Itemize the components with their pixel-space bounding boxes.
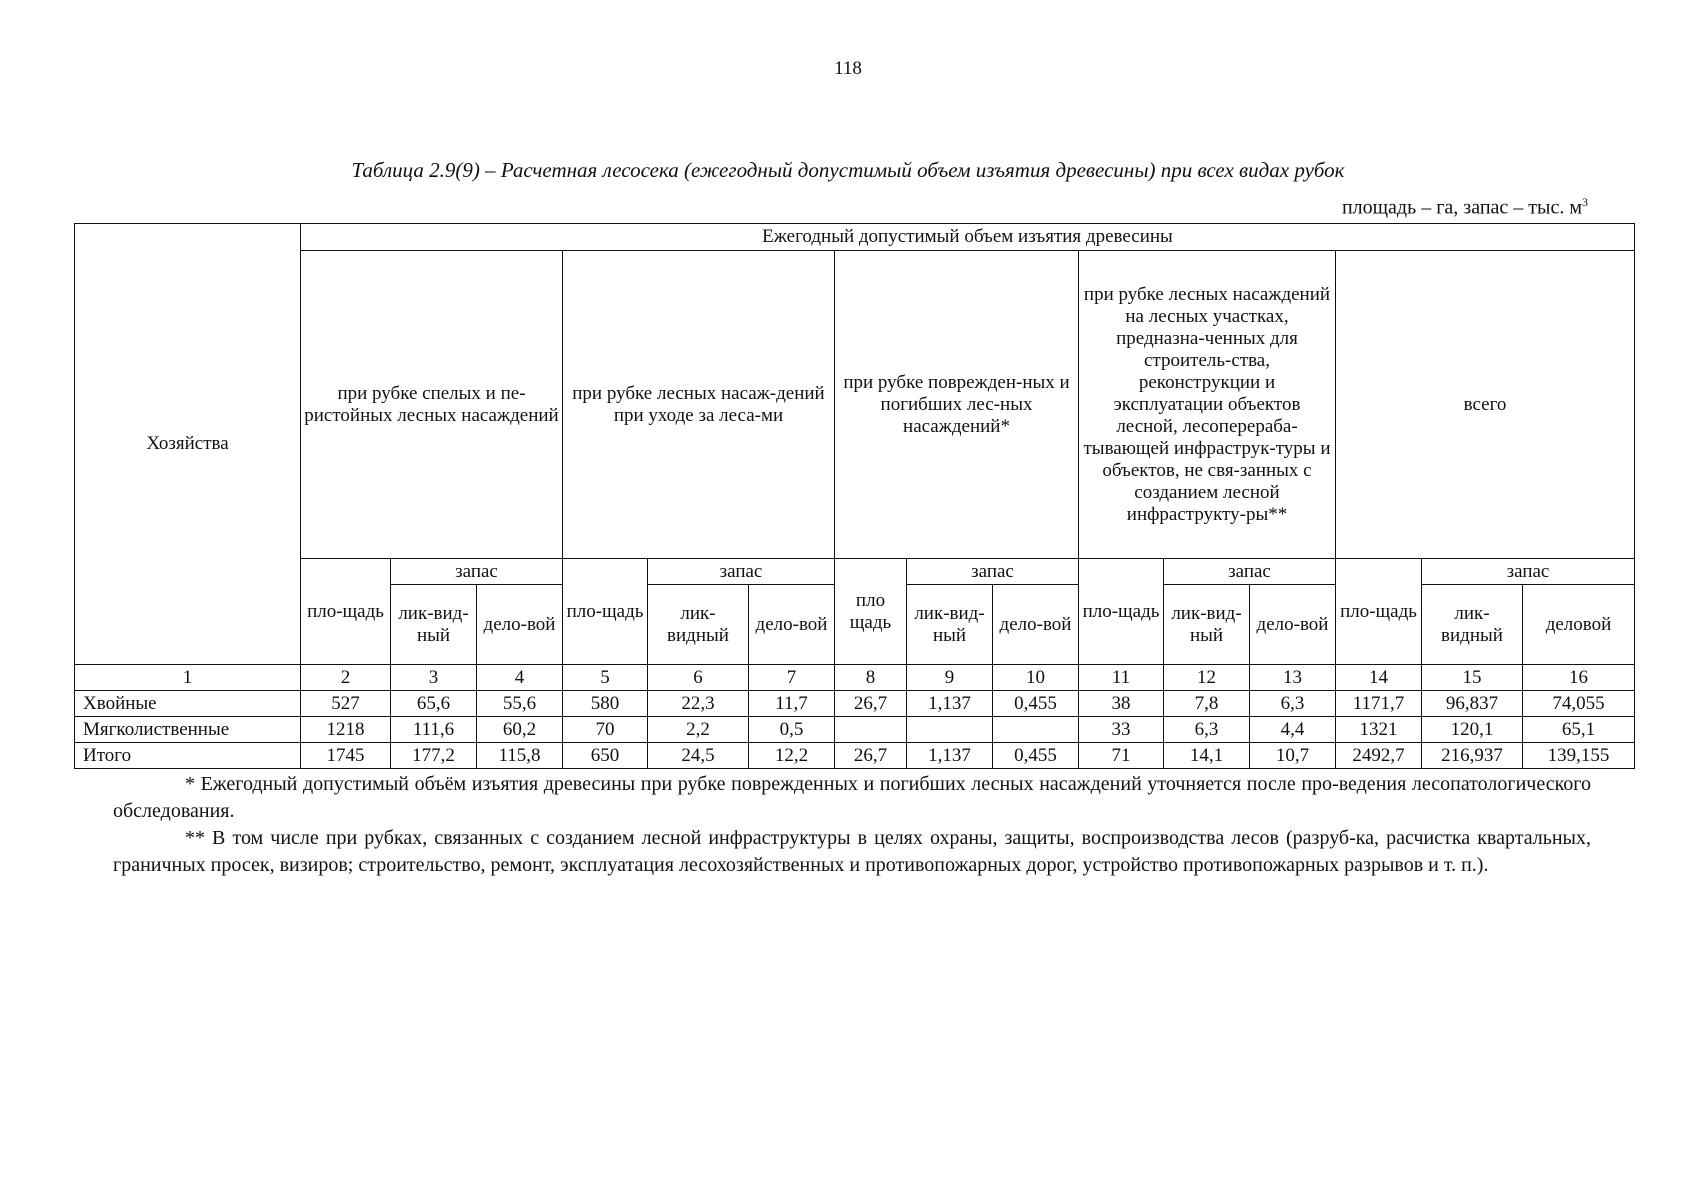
header-commercial: дело-вой — [749, 585, 835, 665]
table-cell: 26,7 — [835, 691, 907, 717]
table-row — [75, 743, 1635, 769]
header-area: пло-щадь — [1336, 559, 1422, 665]
header-stock: запас — [1164, 559, 1336, 585]
column-number: 9 — [907, 665, 993, 691]
table-cell: 2,2 — [648, 717, 749, 743]
column-number: 8 — [835, 665, 907, 691]
column-number: 10 — [993, 665, 1079, 691]
table-cell: 22,3 — [648, 691, 749, 717]
table-cell: 65,1 — [1523, 717, 1635, 743]
table-cell: 26,7 — [835, 743, 907, 769]
table-cell — [907, 717, 993, 743]
header-group-damaged: при рубке поврежден-ных и погибших лес-ных насаждений* — [835, 251, 1079, 559]
table-cell: 38 — [1079, 691, 1164, 717]
table-cell: 0,455 — [993, 743, 1079, 769]
header-liquid: лик-видный — [1422, 585, 1523, 665]
page-number: 118 — [834, 58, 862, 79]
table-title: Таблица 2.9(9) – Расчетная лесосека (ежегодный допустимый объем изъятия древесины) при всех видах рубок — [351, 158, 1345, 182]
column-number: 5 — [563, 665, 648, 691]
table-row — [75, 691, 1635, 717]
column-number: 6 — [648, 665, 749, 691]
table-body — [75, 691, 1635, 769]
table-cell: 6,3 — [1250, 691, 1336, 717]
table-cell: 12,2 — [749, 743, 835, 769]
units-text: площадь – га, запас – тыс. м — [1341, 196, 1582, 219]
table-cell: 70 — [563, 717, 648, 743]
table-cell: 1218 — [301, 717, 391, 743]
header-group-construction: при рубке лесных насаждений на лесных участках, предназна-ченных для строитель-ства, реконструкции и эксплуатации объектов лесной, лесоперераба-тывающей инфраструк-туры и объектов, не свя-занных с созданием лесной инфраструкту-ры** — [1079, 251, 1336, 559]
units-note — [1342, 195, 1588, 220]
table-cell: 96,837 — [1422, 691, 1523, 717]
table-cell: 0,5 — [749, 717, 835, 743]
table-cell: 0,455 — [993, 691, 1079, 717]
column-number: 3 — [391, 665, 477, 691]
table-cell: 6,3 — [1164, 717, 1250, 743]
column-number: 11 — [1079, 665, 1164, 691]
header-group-total: всего — [1336, 251, 1635, 559]
column-number: 12 — [1164, 665, 1250, 691]
table-cell: 14,1 — [1164, 743, 1250, 769]
table-cell: 60,2 — [477, 717, 563, 743]
row-name: Мягколиственные — [75, 717, 301, 743]
header-liquid: лик-видный — [648, 585, 749, 665]
footnote-infrastructure: ** В том числе при рубках, связанных с созданием лесной инфраструктуры в целях охраны, защиты, воспроизводства лесов (разруб-ка, расчистка квартальных, граничных просек, визиров; строительство, ремонт, эксплуатация лесохозяйственных и противопожарных дорог, устройство противопожарных разрывов и т. п.). — [113, 827, 1591, 876]
header-liquid: лик-вид-ный — [1164, 585, 1250, 665]
header-commercial: дело-вой — [477, 585, 563, 665]
header-area: пло щадь — [835, 559, 907, 665]
column-number: 1 — [75, 665, 301, 691]
header-commercial: дело-вой — [1250, 585, 1336, 665]
table-cell: 1,137 — [907, 691, 993, 717]
header-main: Ежегодный допустимый объем изъятия древесины — [301, 224, 1635, 251]
column-number: 2 — [301, 665, 391, 691]
column-number: 7 — [749, 665, 835, 691]
footnotes — [113, 771, 1591, 879]
table-row — [75, 717, 1635, 743]
table-cell: 33 — [1079, 717, 1164, 743]
column-numbers — [75, 665, 1635, 691]
table-cell: 650 — [563, 743, 648, 769]
header-area: пло-щадь — [301, 559, 391, 665]
table-cell: 527 — [301, 691, 391, 717]
table-cell: 1321 — [1336, 717, 1422, 743]
table-cell: 71 — [1079, 743, 1164, 769]
table-cell: 10,7 — [1250, 743, 1336, 769]
table-cell: 177,2 — [391, 743, 477, 769]
table-cell: 74,055 — [1523, 691, 1635, 717]
table-cell: 120,1 — [1422, 717, 1523, 743]
header-stock: запас — [648, 559, 835, 585]
table-cell: 11,7 — [749, 691, 835, 717]
table-cell: 580 — [563, 691, 648, 717]
header-commercial: дело-вой — [993, 585, 1079, 665]
table-cell: 24,5 — [648, 743, 749, 769]
header-stock: запас — [1422, 559, 1635, 585]
table-cell: 7,8 — [1164, 691, 1250, 717]
header-area: пло-щадь — [563, 559, 648, 665]
table-cell: 1171,7 — [1336, 691, 1422, 717]
header-liquid: лик-вид-ный — [391, 585, 477, 665]
row-name: Хвойные — [75, 691, 301, 717]
table-cell: 65,6 — [391, 691, 477, 717]
column-number: 14 — [1336, 665, 1422, 691]
header-area: пло-щадь — [1079, 559, 1164, 665]
table-cell: 55,6 — [477, 691, 563, 717]
header-commercial: деловой — [1523, 585, 1635, 665]
table-cell — [993, 717, 1079, 743]
header-group-care: при рубке лесных насаж-дений при уходе за леса-ми — [563, 251, 835, 559]
column-number-row — [75, 665, 1635, 691]
column-number: 16 — [1523, 665, 1635, 691]
table-cell — [835, 717, 907, 743]
table-cell: 2492,7 — [1336, 743, 1422, 769]
header-stock: запас — [907, 559, 1079, 585]
header-liquid: лик-вид-ный — [907, 585, 993, 665]
table-header — [75, 224, 1635, 665]
header-farms: Хозяйства — [75, 224, 301, 665]
table-cell: 4,4 — [1250, 717, 1336, 743]
header-stock: запас — [391, 559, 563, 585]
units-superscript: 3 — [1582, 195, 1588, 209]
table-cell: 139,155 — [1523, 743, 1635, 769]
column-number: 13 — [1250, 665, 1336, 691]
table-cell: 1745 — [301, 743, 391, 769]
row-name: Итого — [75, 743, 301, 769]
allowable-cut-table — [74, 223, 1635, 769]
table-cell: 115,8 — [477, 743, 563, 769]
column-number: 15 — [1422, 665, 1523, 691]
table-cell: 216,937 — [1422, 743, 1523, 769]
table-cell: 111,6 — [391, 717, 477, 743]
footnote-damaged: * Ежегодный допустимый объём изъятия древесины при рубке поврежденных и погибших лесных насаждений уточняется после про-ведения лесопатологического обследования. — [113, 773, 1591, 822]
table-cell: 1,137 — [907, 743, 993, 769]
column-number: 4 — [477, 665, 563, 691]
header-group-mature: при рубке спелых и пе-ристойных лесных насаждений — [301, 251, 563, 559]
